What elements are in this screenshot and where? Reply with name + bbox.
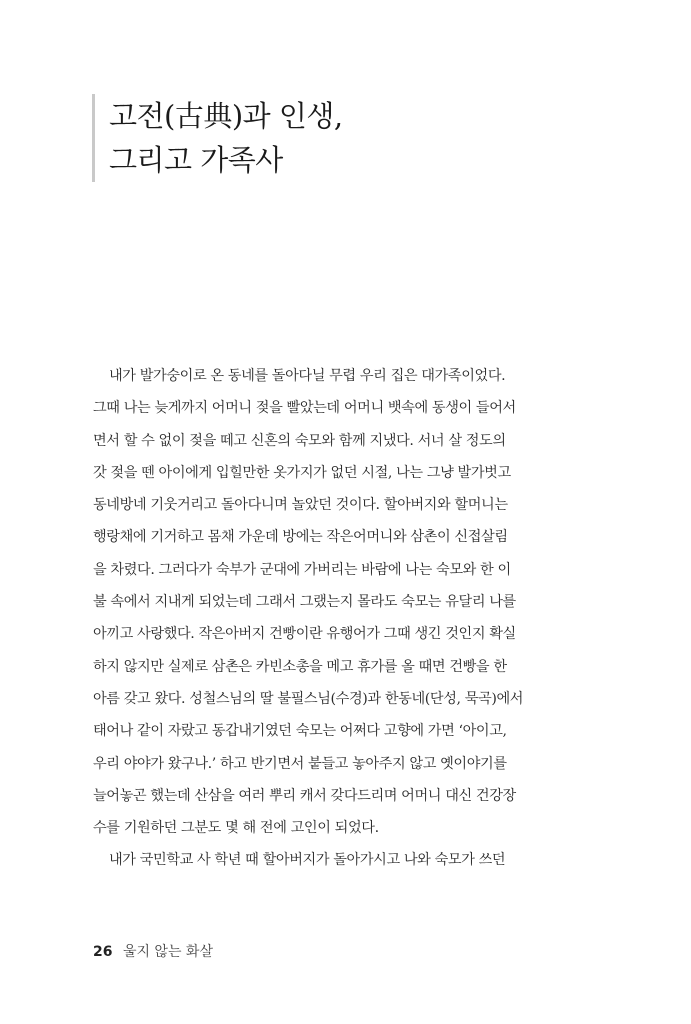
- body-line: 아끼고 사랑했다. 작은아버지 건빵이란 유행어가 그때 생긴 것인지 확실: [93, 626, 516, 643]
- body-line: 면서 할 수 없이 젖을 떼고 신혼의 숙모와 함께 지냈다. 서너 살 정도의: [93, 432, 506, 449]
- chapter-title-line-2: 그리고 가족사: [109, 143, 283, 177]
- body-line: 하지 않지만 실제로 삼촌은 카빈소총을 메고 휴가를 올 때면 건빵을 한: [93, 658, 507, 675]
- body-text: [93, 360, 591, 877]
- body-line: 을 차렸다. 그러다가 숙부가 군대에 가버리는 바람에 나는 숙모와 한 이: [93, 561, 511, 578]
- body-line: 수를 기원하던 그분도 몇 해 전에 고인이 되었다.: [93, 820, 379, 837]
- chapter-title-line-1: 고전(古典)과 인생,: [109, 99, 343, 133]
- body-line: 그때 나는 늦게까지 어머니 젖을 빨았는데 어머니 뱃속에 동생이 들어서: [93, 400, 516, 417]
- body-line: 행랑채에 기거하고 몸채 가운데 방에는 작은어머니와 삼촌이 신접살림: [93, 529, 508, 546]
- body-line: 불 속에서 지내게 되었는데 그래서 그랬는지 몰라도 숙모는 유달리 나를: [93, 594, 516, 611]
- chapter-title: [92, 94, 343, 182]
- page-number: 26: [93, 944, 113, 960]
- body-line: 동네방네 기웃거리고 돌아다니며 놀았던 것이다. 할아버지와 할머니는: [93, 497, 508, 514]
- body-line: 태어나 같이 자랐고 동갑내기였던 숙모는 어쩌다 고향에 가면 ‘아이고,: [93, 723, 507, 740]
- body-line: 내가 국민학교 사 학년 때 할아버지가 돌아가시고 나와 숙모가 쓰던: [109, 852, 506, 869]
- page-footer: [93, 941, 213, 961]
- body-line: 갓 젖을 뗀 아이에게 입힐만한 옷가지가 없던 시절, 나는 그냥 발가벗고: [93, 464, 511, 481]
- body-line: 내가 발가숭이로 온 동네를 돌아다닐 무렵 우리 집은 대가족이었다.: [109, 368, 506, 384]
- body-line: 늘어놓곤 했는데 산삼을 여러 뿌리 캐서 갖다드리며 어머니 대신 건강장: [93, 787, 516, 804]
- body-line: 우리 야야가 왔구나.’ 하고 반기면서 붙들고 놓아주지 않고 옛이야기를: [93, 755, 507, 772]
- body-line: 아름 갖고 왔다. 성철스님의 딸 불필스님(수경)과 한동네(단성, 묵곡)에서: [93, 690, 524, 707]
- running-book-title: 울지 않는 화살: [122, 944, 213, 960]
